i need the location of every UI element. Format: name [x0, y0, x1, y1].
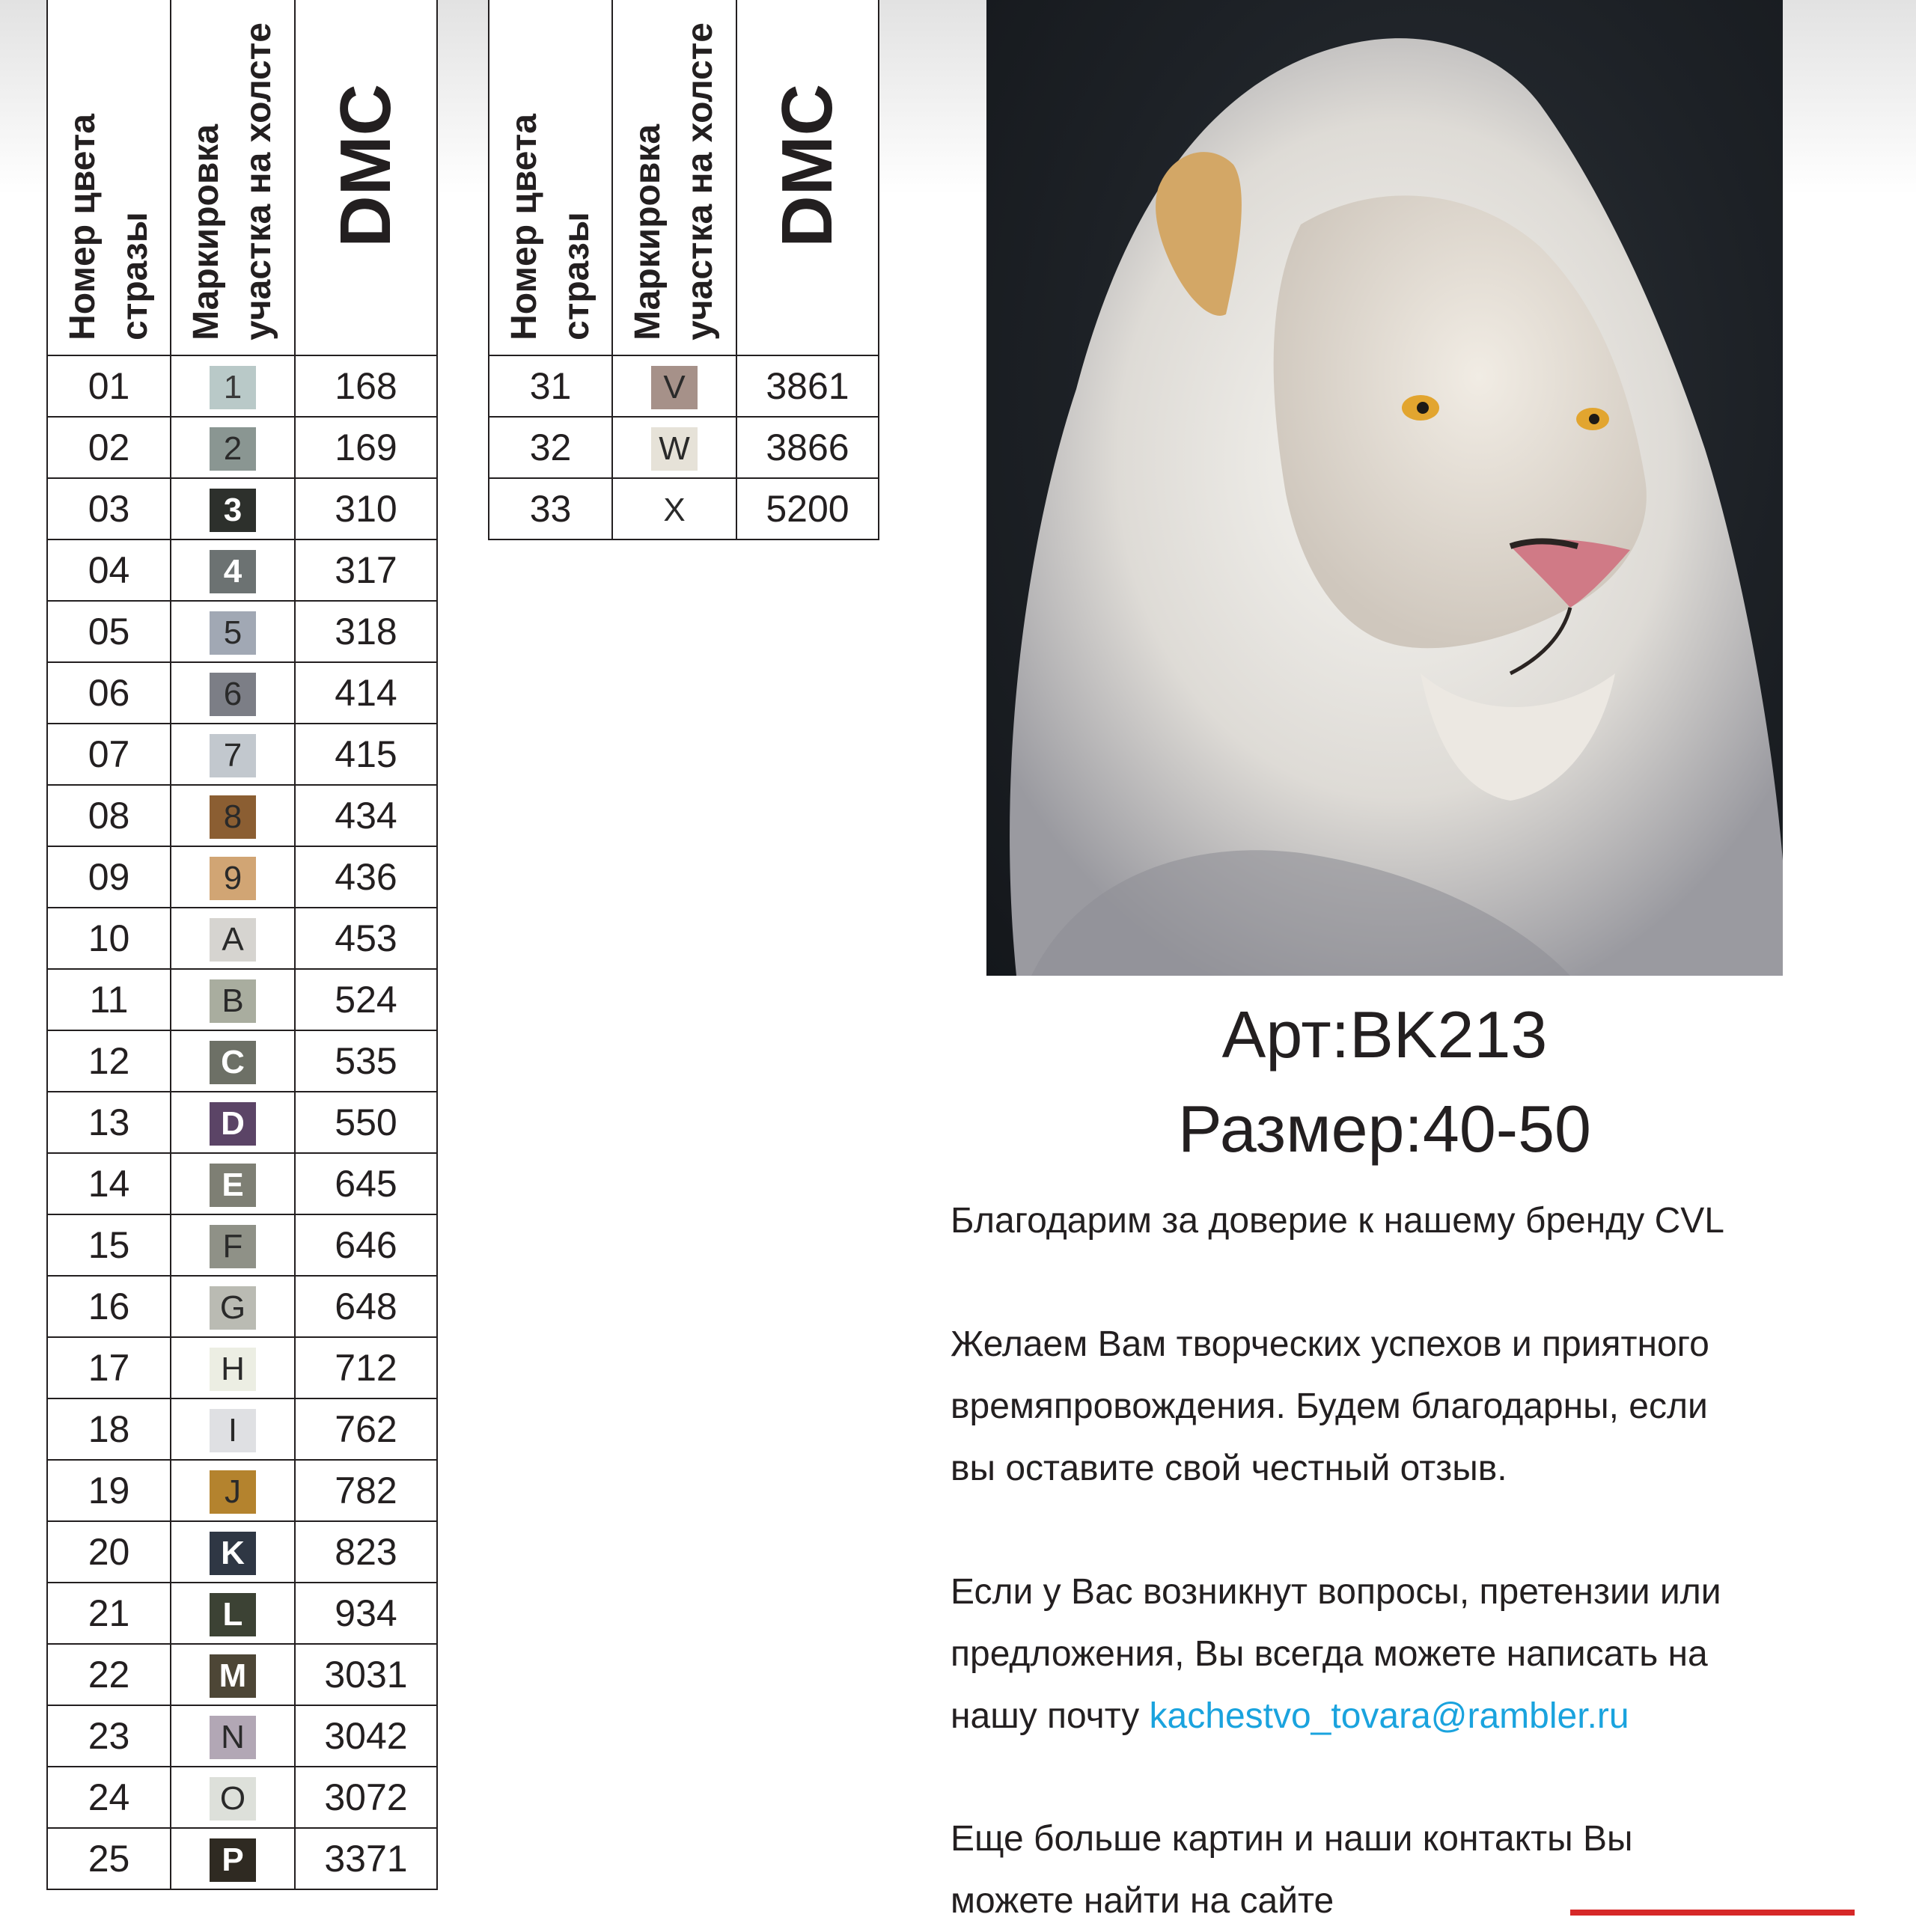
table-row: [47, 1828, 437, 1889]
marking-cell: [171, 539, 295, 601]
marking-cell: [171, 1214, 295, 1276]
color-swatch: F: [210, 1225, 256, 1268]
marking-cell: [171, 478, 295, 539]
marking-cell: [171, 417, 295, 478]
table-row: [47, 1276, 437, 1337]
marking-cell: [171, 785, 295, 846]
dmc-code-cell: 823: [295, 1521, 437, 1583]
dmc-code-cell: 524: [295, 969, 437, 1030]
table-row: [47, 1030, 437, 1092]
marking-cell: [171, 1276, 295, 1337]
header-dmc: DMC: [736, 0, 879, 355]
marking-cell: [171, 969, 295, 1030]
color-swatch: 3: [210, 489, 256, 532]
dmc-code-cell: 550: [295, 1092, 437, 1153]
table-row: [47, 662, 437, 724]
table-row: [47, 355, 437, 417]
dmc-code-cell: 762: [295, 1398, 437, 1460]
color-number-cell: 21: [47, 1583, 171, 1644]
dmc-code-cell: 3042: [295, 1705, 437, 1767]
table-row: [47, 1398, 437, 1460]
color-swatch: B: [210, 979, 256, 1023]
color-swatch: G: [210, 1286, 256, 1330]
color-swatch: 4: [210, 550, 256, 593]
color-number-cell: 12: [47, 1030, 171, 1092]
color-number-cell: 18: [47, 1398, 171, 1460]
dmc-code-cell: 782: [295, 1460, 437, 1521]
table-row: [47, 539, 437, 601]
table-row: [47, 1705, 437, 1767]
table-row: [47, 1767, 437, 1828]
color-number-cell: 04: [47, 539, 171, 601]
marking-cell: [171, 601, 295, 662]
color-swatch: K: [210, 1532, 256, 1575]
table-row: [47, 1583, 437, 1644]
thanks-text: Благодарим за доверие к нашему бренду CVL: [951, 1201, 1724, 1241]
marking-cell: [171, 1644, 295, 1705]
color-swatch: N: [210, 1716, 256, 1759]
dmc-code-cell: 317: [295, 539, 437, 601]
color-swatch: 7: [210, 734, 256, 777]
color-legend-table-left: [46, 0, 438, 1890]
header-dmc: DMC: [295, 0, 437, 355]
table-row: [47, 1521, 437, 1583]
legend-rows-right: [489, 355, 879, 539]
dmc-code-cell: 5200: [736, 478, 879, 539]
dmc-code-cell: 168: [295, 355, 437, 417]
color-number-cell: 15: [47, 1214, 171, 1276]
table-header-row: [489, 0, 879, 355]
color-swatch: O: [210, 1777, 256, 1821]
marking-cell: [171, 846, 295, 908]
color-swatch: A: [210, 918, 256, 962]
color-swatch: C: [210, 1041, 256, 1084]
marking-cell: [171, 1705, 295, 1767]
table-row: [489, 355, 879, 417]
color-number-cell: 01: [47, 355, 171, 417]
color-swatch: D: [210, 1102, 256, 1146]
marking-cell: [171, 1398, 295, 1460]
marking-cell: [171, 1460, 295, 1521]
table-row: [47, 1214, 437, 1276]
table-row: [47, 1460, 437, 1521]
dmc-code-cell: 436: [295, 846, 437, 908]
color-number-cell: 22: [47, 1644, 171, 1705]
color-number-cell: 11: [47, 969, 171, 1030]
color-number-cell: 31: [489, 355, 612, 417]
color-swatch: E: [210, 1164, 256, 1207]
table-row: [47, 846, 437, 908]
color-swatch: W: [651, 427, 698, 471]
color-number-cell: 20: [47, 1521, 171, 1583]
table-row: [47, 1337, 437, 1398]
marking-cell: [612, 478, 736, 539]
more-paragraph: Еще больше картин и наши контакты Вы можете найти на сайте: [951, 1819, 1633, 1921]
color-number-cell: 02: [47, 417, 171, 478]
dmc-code-cell: 648: [295, 1276, 437, 1337]
brand-logo-fragment: [1570, 1910, 1855, 1916]
header-canvas-marking: Маркировка участка на холсте: [171, 0, 295, 355]
color-number-cell: 17: [47, 1337, 171, 1398]
color-legend-table-right: [488, 0, 879, 540]
table-row: [47, 478, 437, 539]
wish-paragraph: Желаем Вам творческих успехов и приятного времяпровождения. Будем благодарны, если вы оставите свой честный отзыв.: [951, 1324, 1709, 1488]
color-swatch: P: [210, 1838, 256, 1882]
contact-paragraph: Если у Вас возникнут вопросы, претензии или предложения, Вы всегда можете написать на нашу почту kachestvo_tovara@rambler.ru: [951, 1572, 1721, 1736]
color-swatch: 1: [210, 366, 256, 409]
product-image-white-lion: [986, 0, 1783, 976]
table-row: [47, 1092, 437, 1153]
color-number-cell: 32: [489, 417, 612, 478]
table-row: [47, 724, 437, 785]
dmc-code-cell: 934: [295, 1583, 437, 1644]
color-number-cell: 10: [47, 908, 171, 969]
color-swatch: 2: [210, 427, 256, 471]
color-number-cell: 09: [47, 846, 171, 908]
dmc-code-cell: 434: [295, 785, 437, 846]
marking-cell: [171, 908, 295, 969]
color-swatch: J: [210, 1470, 256, 1514]
marking-cell: [171, 1153, 295, 1214]
dmc-code-cell: 310: [295, 478, 437, 539]
email-link[interactable]: kachestvo_tovara@rambler.ru: [1149, 1696, 1629, 1736]
dmc-code-cell: 646: [295, 1214, 437, 1276]
dmc-code-cell: 318: [295, 601, 437, 662]
marking-cell: [171, 1030, 295, 1092]
table-row: [489, 478, 879, 539]
color-number-cell: 13: [47, 1092, 171, 1153]
table-row: [47, 417, 437, 478]
marking-cell: [171, 662, 295, 724]
color-number-cell: 23: [47, 1705, 171, 1767]
table-header-row: [47, 0, 437, 355]
marking-cell: [171, 1092, 295, 1153]
table-row: [47, 785, 437, 846]
marking-cell: [612, 417, 736, 478]
dmc-code-cell: 3861: [736, 355, 879, 417]
table-row: [489, 417, 879, 478]
color-number-cell: 05: [47, 601, 171, 662]
color-number-cell: 07: [47, 724, 171, 785]
dmc-code-cell: 415: [295, 724, 437, 785]
color-number-cell: 24: [47, 1767, 171, 1828]
header-canvas-marking: Маркировка участка на холсте: [612, 0, 736, 355]
marking-cell: [171, 1521, 295, 1583]
dmc-code-cell: 414: [295, 662, 437, 724]
color-number-cell: 33: [489, 478, 612, 539]
color-swatch: 8: [210, 795, 256, 839]
color-number-cell: 08: [47, 785, 171, 846]
dmc-code-cell: 169: [295, 417, 437, 478]
marking-cell: [171, 1767, 295, 1828]
dmc-code-cell: 645: [295, 1153, 437, 1214]
color-swatch: M: [210, 1654, 256, 1698]
header-color-number: Номер цвета стразы: [489, 0, 612, 355]
marking-cell: [171, 724, 295, 785]
color-swatch: L: [210, 1593, 256, 1636]
table-row: [47, 908, 437, 969]
color-swatch: 9: [210, 857, 256, 900]
dmc-code-cell: 3371: [295, 1828, 437, 1889]
dmc-code-cell: 453: [295, 908, 437, 969]
marking-cell: [612, 355, 736, 417]
table-row: [47, 1153, 437, 1214]
color-swatch: X: [651, 489, 698, 532]
dmc-code-cell: 3031: [295, 1644, 437, 1705]
color-number-cell: 03: [47, 478, 171, 539]
white-lion-illustration: [986, 0, 1783, 976]
dmc-code-cell: 3072: [295, 1767, 437, 1828]
marking-cell: [171, 1828, 295, 1889]
marking-cell: [171, 1337, 295, 1398]
table-row: [47, 601, 437, 662]
color-number-cell: 19: [47, 1460, 171, 1521]
product-size: Размер:40-50: [1178, 1092, 1591, 1166]
table-row: [47, 1644, 437, 1705]
header-color-number: Номер цвета стразы: [47, 0, 171, 355]
marking-cell: [171, 1583, 295, 1644]
dmc-code-cell: 712: [295, 1337, 437, 1398]
table-row: [47, 969, 437, 1030]
legend-rows-left: [47, 355, 437, 1889]
color-number-cell: 06: [47, 662, 171, 724]
color-swatch: V: [651, 366, 698, 409]
color-number-cell: 25: [47, 1828, 171, 1889]
color-swatch: H: [210, 1348, 256, 1391]
color-swatch: 5: [210, 611, 256, 655]
color-number-cell: 16: [47, 1276, 171, 1337]
dmc-code-cell: 535: [295, 1030, 437, 1092]
dmc-code-cell: 3866: [736, 417, 879, 478]
color-number-cell: 14: [47, 1153, 171, 1214]
marking-cell: [171, 355, 295, 417]
article-number: Арт:BK213: [1221, 997, 1548, 1072]
color-swatch: I: [210, 1409, 256, 1452]
color-swatch: 6: [210, 673, 256, 716]
